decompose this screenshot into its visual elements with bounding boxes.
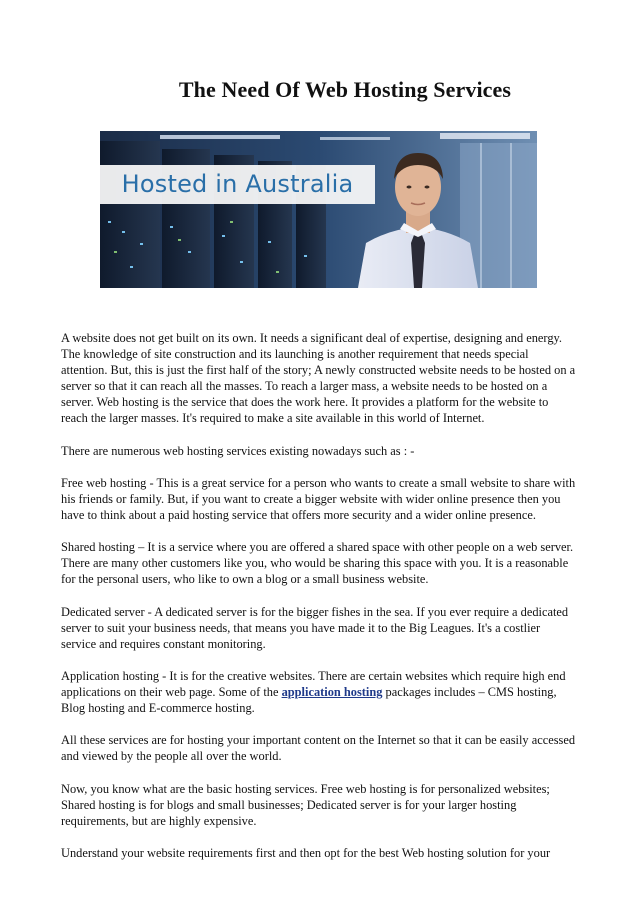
paragraph-intro: A website does not get built on its own. It needs a significant deal of expertise, designing and energy. The knowledge of site construction and its launching is another requirement that needs special attention. But, this is just the first half of the story; A newly constructed website needs to be hosted on a server so that it can reach all the masses. To reach a larger mass, a website needs to be hosted on a server. Web hosting is the service that does the work here. It provides a platform for the website to reach the larger masses. It's required to make a site available in this world of Internet.	[61, 331, 576, 426]
paragraph-summary: All these services are for hosting your important content on the Internet so that it can be easily accessed and viewed by the people all over the world.	[61, 733, 576, 764]
application-hosting-text-before: Application hosting - It is for the creative websites. There are certain websites which require high end applications on their web page. Some of the	[61, 668, 566, 700]
paragraph-conclusion: Understand your website requirements first and then opt for the best Web hosting solution for your	[61, 846, 551, 860]
paragraph-shared-hosting: Shared hosting – It is a service where you are offered a shared space with other people on a web server. There are many other customers like you, who would be sharing this space with you. It is a reasonable for the personal users, who like to own a blog or a small business website.	[61, 540, 574, 587]
article-body	[61, 330, 577, 877]
paragraph-services-intro: There are numerous web hosting services existing nowadays such as : -	[61, 443, 415, 458]
paragraph-dedicated-server: Dedicated server - A dedicated server is for the bigger fishes in the sea. If you ever require a dedicated server to suit your business needs, that means you have made it to the Big Leagues. It's a costlier service and requires constant monitoring.	[61, 604, 569, 651]
application-hosting-link[interactable]: application hosting	[281, 685, 383, 700]
hero-image	[100, 131, 537, 288]
paragraph-application-hosting	[61, 668, 577, 716]
hero-caption: Hosted in Australia	[100, 165, 375, 204]
application-hosting-text-after: packages includes – CMS hosting, Blog hosting and E-commerce hosting.	[61, 685, 557, 716]
server-room-illustration	[100, 131, 537, 288]
page-title: The Need Of Web Hosting Services	[178, 77, 512, 102]
paragraph-free-hosting: Free web hosting - This is a great service for a person who wants to create a small website to share with his friends or family. But, if you want to create a bigger website with wider online presence then you have to think about a paid hosting service that offers more security and a wider online presence.	[61, 475, 576, 523]
paragraph-recap: Now, you know what are the basic hosting services. Free web hosting is for personalized websites; Shared hosting is for blogs and small businesses; Dedicated server is for your larger hosting requirements, but are highly expensive.	[61, 781, 550, 828]
